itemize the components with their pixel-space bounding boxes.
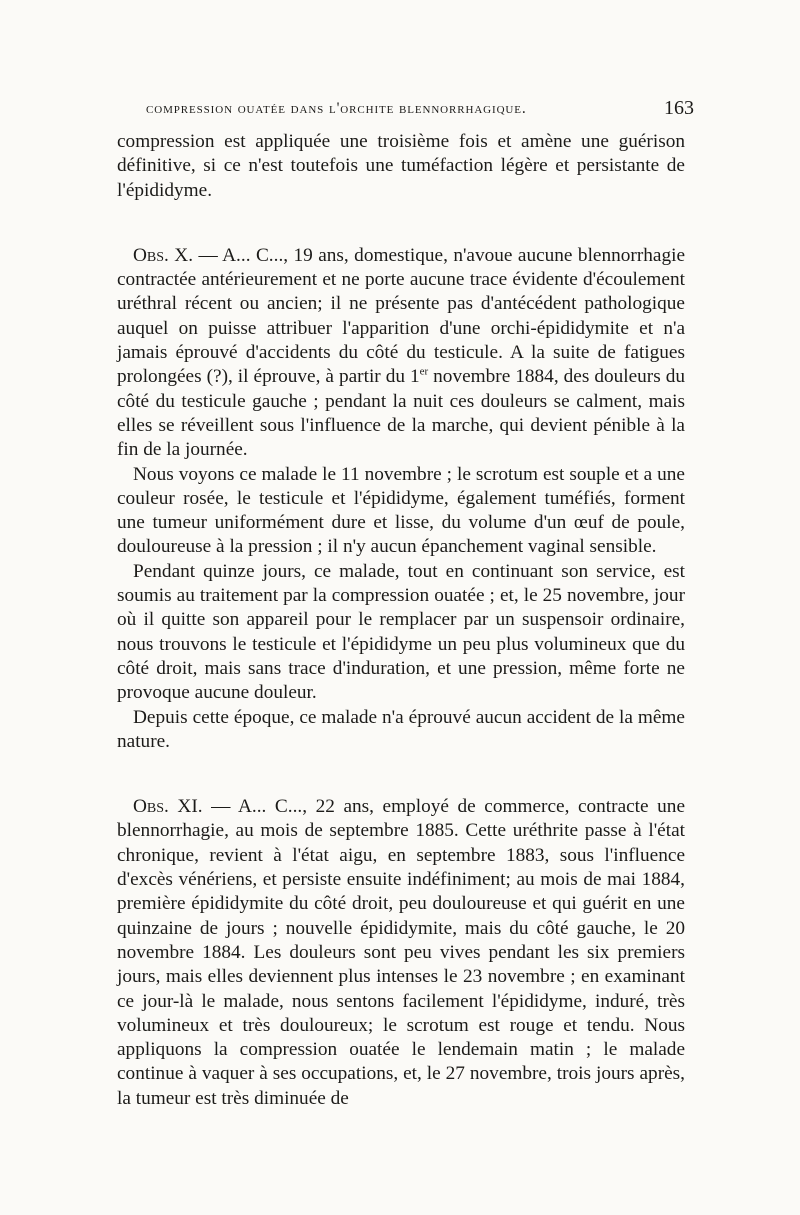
paragraph	[117, 463, 685, 560]
paragraph-text: Nous voyons ce malade le 11 novembre ; le scrotum est souple et a une couleur rosée, le testicule et l'épididyme, également tuméfiés, forment une tumeur uniformément dure et lisse, du volume d'un œuf de poule, douloureuse à la pression ; il n'y aucun épanchement vaginal sensible.	[117, 463, 685, 558]
paragraph-text: Pendant quinze jours, ce malade, tout en continuant son service, est soumis au traitement par la compression ouatée ; et, le 25 novembre, jour où il quitte son appareil pour le remplacer par un suspensoir ordinaire, nous trouvons le testicule et l'épididyme un peu plus volumineux que du côté droit, mais sans trace d'induration, et une pression, même forte ne provoque aucune douleur.	[117, 560, 685, 704]
paragraph-text: Depuis cette époque, ce malade n'a éprouvé aucun accident de la même nature.	[117, 706, 685, 752]
paragraph	[117, 560, 685, 706]
paragraph-text: — A... C..., 19 ans, domestique, n'avoue aucune blennorrhagie contractée antérieurement et ne porte aucune trace évidente d'écoulement uréthral récent ou ancien; il ne présente pas d'antécédent pathologique auquel on puisse attribuer l'apparition d'une orchi-épididymite et n'a jamais éprouvé d'accidents du côté du testicule. A la suite de fatigues prolongées (?), il éprouve, à partir du	[117, 244, 685, 388]
body-text	[117, 130, 685, 1111]
paragraph-text-continued: novembre 1884, des douleurs du côté du testicule gauche ; pendant la nuit ces douleurs se calment, mais elles se réveillent sous l'influence de la marche, qui devient pénible à la fin de la journée.	[117, 366, 685, 461]
running-title: compression ouatée dans l'orchite blennorrhagique.	[146, 100, 527, 117]
observation-label: Obs. X.	[133, 244, 194, 266]
ordinal-number: 1	[409, 366, 420, 388]
paragraph-text: — A... C..., 22 ans, employé de commerce, contracte une blennorrhagie, au mois de septembre 1885. Cette uréthrite passe à l'état chronique, revient à l'état aigu, en septembre 1883, sous l'influence d'excès vénériens, et persiste ensuite indéfiniment; au mois de mai 1884, première épididymite du côté droit, peu douloureuse et qui guérit en une quinzaine de jours ; nouvelle épididymite, mais du côté gauche, le 20 novembre 1884. Les douleurs sont peu vives pendant les six premiers jours, mais elles deviennent plus intenses le 23 novembre ; en examinant ce jour-là le malade, nous sentons facilement l'épididyme, induré, très volumineux et très douloureux; le scrotum est rouge et tendu. Nous appliquons la compression ouatée le lendemain matin ; le malade continue à vaquer à ses occupations, et, le 27 novembre, trois jours après, la tumeur est très diminuée de	[117, 796, 686, 1109]
section-gap	[117, 203, 685, 244]
observation-label: Obs. XI.	[133, 796, 203, 818]
paragraph	[117, 706, 685, 755]
running-head	[146, 97, 694, 119]
observation-x	[117, 244, 685, 463]
ordinal-suffix: er	[419, 365, 429, 378]
page-number: 163	[664, 97, 694, 119]
section-gap	[117, 754, 685, 795]
paragraph-text: compression est appliquée une troisième fois et amène une guérison définitive, si ce n'est toutefois une tuméfaction légère et persistante de l'épididyme.	[117, 131, 685, 201]
observation-xi	[117, 795, 685, 1111]
paragraph-continuation	[117, 130, 685, 203]
